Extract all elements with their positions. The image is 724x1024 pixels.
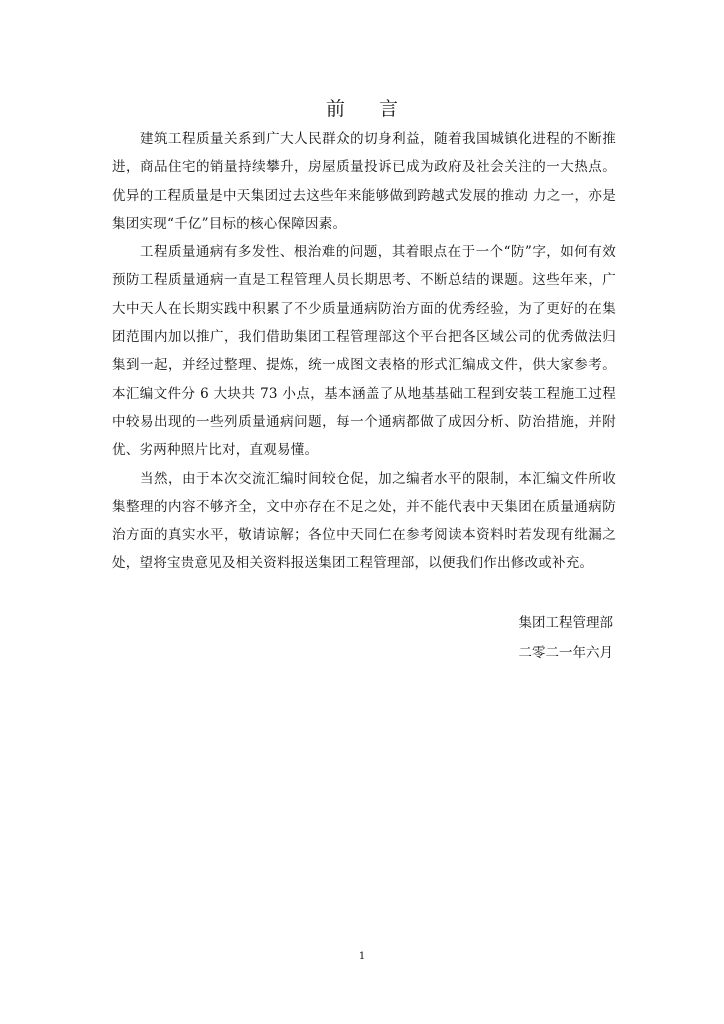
signature-date: 二零二一年六月 [518,645,613,661]
page-title: 前 言 [325,98,413,120]
signature-block [519,608,614,668]
paragraph-1: 建筑工程质量关系到广大人民群众的切身利益，随着我国城镇化进程的不断推进，商品住宅的销量持续攀升，房屋质量投诉已成为政府及社会关注的一大热点。优异的工程质量是中天集团过去这些年来能够做到跨越式发展的推动 力之一，亦是集团实现“千亿”目标的核心保障因素。 [112,131,616,232]
body-text [112,125,616,578]
page-number: 1 [358,951,366,962]
signature-department: 集团工程管理部 [518,615,613,631]
paragraph-2: 工程质量通病有多发性、根治难的问题，其着眼点在于一个“防”字，如何有效预防工程质量通病一直是工程管理人员长期思考、不断总结的课题。这些年来，广大中天人在长期实践中积累了不少质量通病防治方面的优秀经验，为了更好的在集团范围内加以推广，我们借助集团工程管理部这个平台把各区域公司的优秀做法归集到一起，并经过整理、提炼，统一成图文表格的形式汇编成文件，供大家参考。本汇编文件分 6 大块共 73 小点，基本涵盖了从地基基础工程到安装工程施工过程中较易出现的一些列质量通病问题，每一个通病都做了成因分析、防治措施，并附优、劣两种照片比对，直观易懂。 [112,244,616,459]
paragraph-3: 当然，由于本次交流汇编时间较仓促，加之编者水平的限制，本汇编文件所收集整理的内容不够齐全，文中亦存在不足之处，并不能代表中天集团在质量通病防治方面的真实水平，敬请谅解；各位中天同仁在参考阅读本资料时若发现有纰漏之处，望将宝贵意见及相关资料报送集团工程管理部，以便我们作出修改或补充。 [112,470,616,572]
